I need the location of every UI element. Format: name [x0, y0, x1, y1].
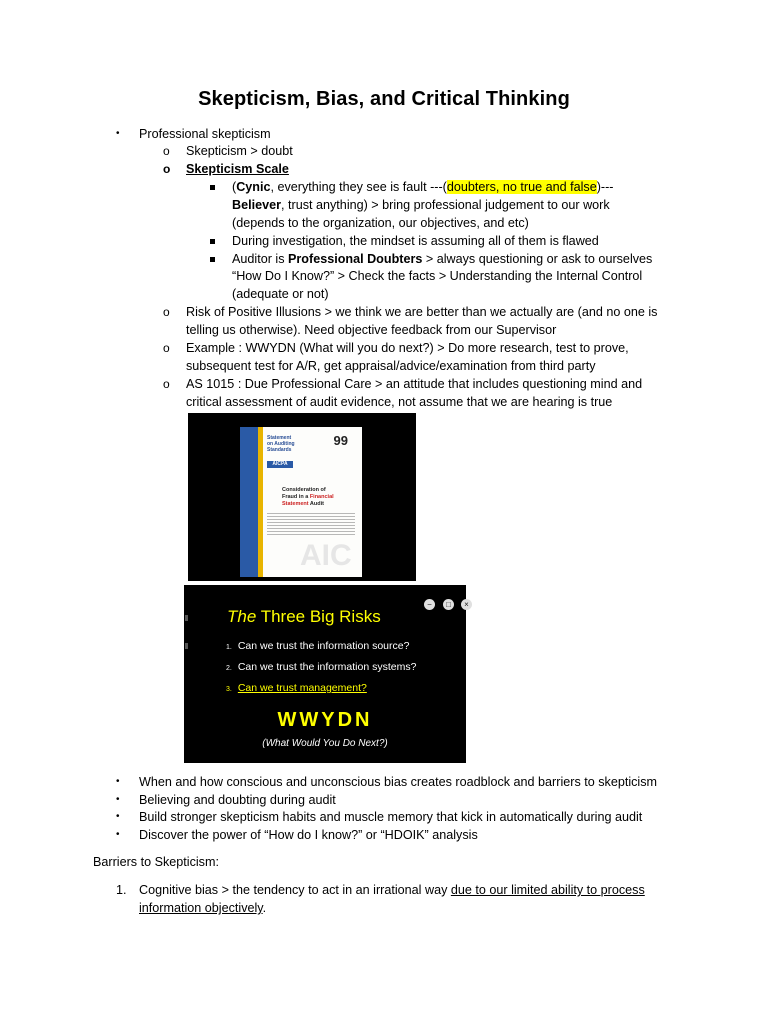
list-item-believing: Believing and doubting during audit: [139, 793, 336, 807]
risk-line-2: telling us otherwise). Need objective feedback from our Supervisor: [186, 323, 557, 337]
as1015-line-2: critical assessment of audit evidence, not assume that we are hearing is true: [186, 395, 613, 409]
auditor-line-2: “How Do I Know?” > Check the facts > Understanding the Internal Control: [232, 269, 643, 283]
sas99-booklet-image: [188, 413, 416, 581]
bullet-icon: •: [116, 794, 120, 805]
barriers-line-1: Cognitive bias > the tendency to act in an irrational way due to our limited ability to process: [139, 883, 645, 897]
slide-title: The Three Big Risks: [227, 607, 381, 626]
numbered-marker: 1.: [116, 883, 127, 897]
example-line-1: Example : WWYDN (What will you do next?) > Do more research, test to prove,: [186, 341, 629, 355]
three-big-risks-slide: [184, 585, 469, 763]
square-icon: □: [443, 599, 454, 610]
page-title: Skepticism, Bias, and Critical Thinking: [198, 88, 570, 110]
square-bullet-icon: [210, 185, 215, 190]
scale-line-2: Believer, trust anything) > bring professional judgement to our work: [232, 198, 610, 212]
aicpa-logo: AICPA: [267, 461, 293, 468]
booklet-cover: [240, 427, 362, 577]
highlighted-text: doubters, no true and false: [446, 180, 597, 194]
barriers-heading: Barriers to Skepticism:: [93, 855, 219, 869]
list-item-professional-skepticism: Professional skepticism: [139, 127, 271, 141]
auditor-line-3: (adequate or not): [232, 287, 329, 301]
example-line-2: subsequent test for A/R, get appraisal/advice/examination from third party: [186, 359, 596, 373]
bullet-icon: •: [116, 776, 120, 787]
bullet-icon: •: [116, 128, 120, 139]
slide-wwydn: WWYDN: [277, 709, 373, 731]
circle-bullet-icon: o: [163, 144, 170, 158]
slide-item-3: 3. Can we trust management?: [226, 682, 367, 694]
booklet-watermark: AIC: [300, 539, 352, 572]
list-item-habits: Build stronger skepticism habits and muscle memory that kick in automatically during audit: [139, 810, 643, 824]
bullet-icon: •: [116, 829, 120, 840]
booklet-header: Statement on Auditing Standards: [267, 435, 295, 453]
barriers-line-2: information objectively.: [139, 901, 267, 915]
risk-line-1: Risk of Positive Illusions > we think we are better than we actually are (and no one is: [186, 305, 658, 319]
minus-icon: −: [424, 599, 435, 610]
auditor-line-1: Auditor is Professional Doubters > always questioning or ask to ourselves: [232, 252, 653, 266]
slide-item-1: 1. Can we trust the information source?: [226, 640, 410, 652]
circle-bullet-icon: o: [163, 305, 170, 319]
scale-line-3: (depends to the organization, our objectives, and etc): [232, 216, 529, 230]
circle-bullet-icon: o: [163, 162, 171, 176]
close-icon: ×: [461, 599, 472, 610]
list-item-skepticism-doubt: Skepticism > doubt: [186, 144, 293, 158]
booklet-body-text: [267, 513, 355, 535]
circle-bullet-icon: o: [163, 341, 170, 355]
square-bullet-icon: [210, 239, 215, 244]
booklet-title: Consideration of Fraud in a Financial Statement Audit: [282, 487, 334, 507]
slide-subtitle: (What Would You Do Next?): [262, 738, 388, 749]
list-item-hdoik: Discover the power of “How do I know?” or “HDOIK” analysis: [139, 828, 478, 842]
circle-bullet-icon: o: [163, 377, 170, 391]
investigation-line: During investigation, the mindset is assuming all of them is flawed: [232, 234, 599, 248]
list-item-bias: When and how conscious and unconscious bias creates roadblock and barriers to skepticism: [139, 775, 658, 789]
list-item-skepticism-scale: Skepticism Scale: [186, 162, 289, 176]
as1015-line-1: AS 1015 : Due Professional Care > an attitude that includes questioning mind and: [186, 377, 643, 391]
scale-line-1: (Cynic, everything they see is fault ---(doubters, no true and false)---: [232, 180, 614, 194]
bullet-icon: •: [116, 811, 120, 822]
square-bullet-icon: [210, 257, 215, 262]
booklet-number: 99: [333, 433, 348, 448]
slide-item-2: 2. Can we trust the information systems?: [226, 661, 417, 673]
